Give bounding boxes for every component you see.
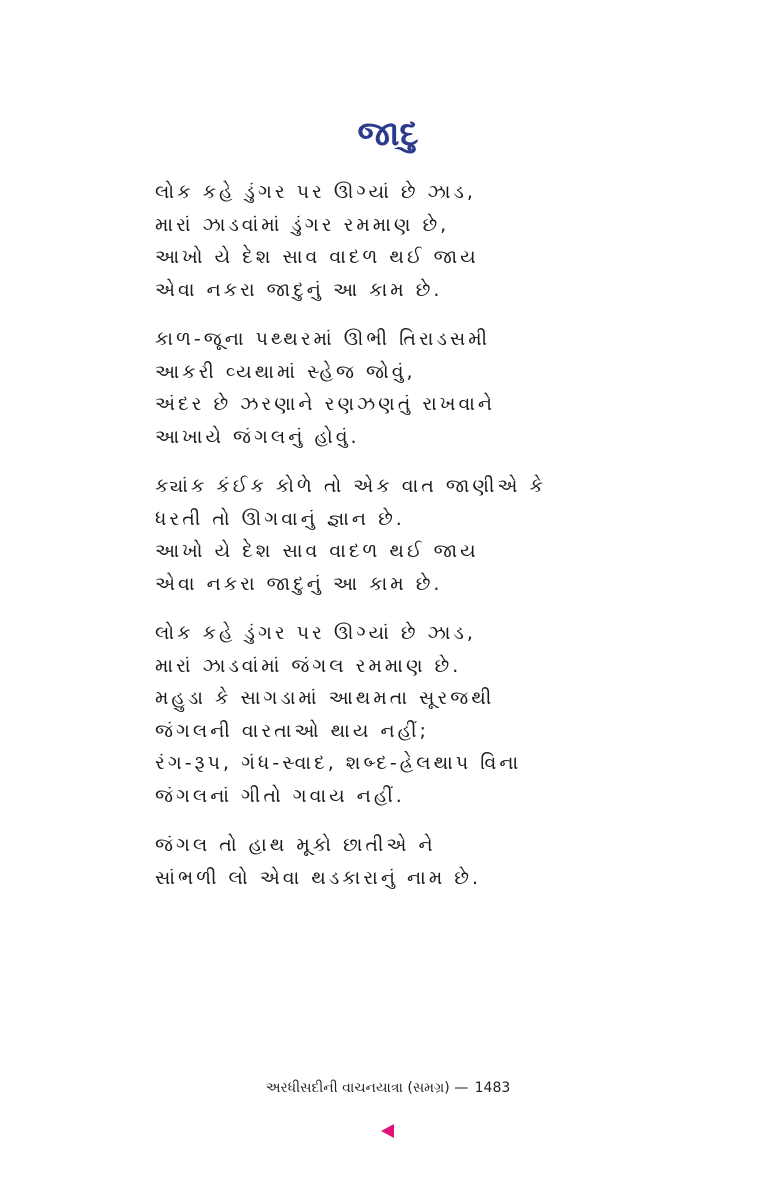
footer-separator: — [454, 1080, 469, 1096]
poem-line: ક્યાંક કંઈક કોળે તો એક વાત જાણીએ કે [155, 475, 546, 497]
poem-line: જંગલ તો હાથ મૂકો છાતીએ ને [155, 834, 436, 856]
poem-line: અંદર છે ઝરણાને રણઝણતું રાખવાને [155, 393, 496, 415]
stanza-4 [155, 617, 635, 812]
poem-line: એવા નકરા જાદુનું આ કામ છે. [155, 572, 443, 595]
triangle-left-icon[interactable] [381, 1124, 394, 1138]
stanza-5 [155, 829, 635, 894]
stanza-3 [155, 470, 635, 600]
poem-line: મારાં ઝાડવાંમાં જંગલ રમમાણ છે. [155, 654, 462, 677]
poem-line: આકરી વ્યથામાં સ્હેજ જોવું, [155, 360, 416, 383]
poem-line: આખો યે દેશ સાવ વાદળ થઈ જાય [155, 540, 479, 562]
poem-line: એવા નકરા જાદુનું આ કામ છે. [155, 278, 443, 301]
page-footer [0, 1078, 776, 1098]
poem-title: જાદુ [357, 114, 419, 154]
poem-line: આખાયે જંગલનું હોવું. [155, 425, 360, 448]
book-title: અરધીસદીની વાચનયાત્રા (સમગ્ર) [265, 1080, 450, 1096]
poem-body [155, 176, 635, 911]
poem-line: લોક કહે ડુંગર પર ઊગ્યાં છે ઝાડ, [155, 181, 476, 203]
poem-line: જંગલની વારતાઓ થાય નહીં; [155, 719, 429, 742]
poem-line: સાંભળી લો એવા થડકારાનું નામ છે. [155, 866, 482, 889]
poem-line: લોક કહે ડુંગર પર ઊગ્યાં છે ઝાડ, [155, 622, 476, 644]
poem-line: કાળ-જૂના પથ્થરમાં ઊભી તિરાડસમી [155, 328, 491, 350]
poem-line: આખો યે દેશ સાવ વાદળ થઈ જાય [155, 246, 479, 268]
poem-line: જંગલનાં ગીતો ગવાય નહીં. [155, 784, 405, 807]
poem-line: મહુડા કે સાગડામાં આથમતા સૂરજથી [155, 687, 495, 709]
page-number: 1483 [474, 1080, 511, 1096]
stanza-1 [155, 176, 635, 306]
stanza-2 [155, 323, 635, 453]
poem-line: ધરતી તો ઊગવાનું જ્ઞાન છે. [155, 507, 405, 530]
poem-line: રંગ-રૂપ, ગંધ-સ્વાદ, શબ્દ-હ્રેલથાપ વિના [155, 752, 522, 774]
poem-line: મારાં ઝાડવાંમાં ડુંગર રમમાણ છે, [155, 213, 450, 236]
